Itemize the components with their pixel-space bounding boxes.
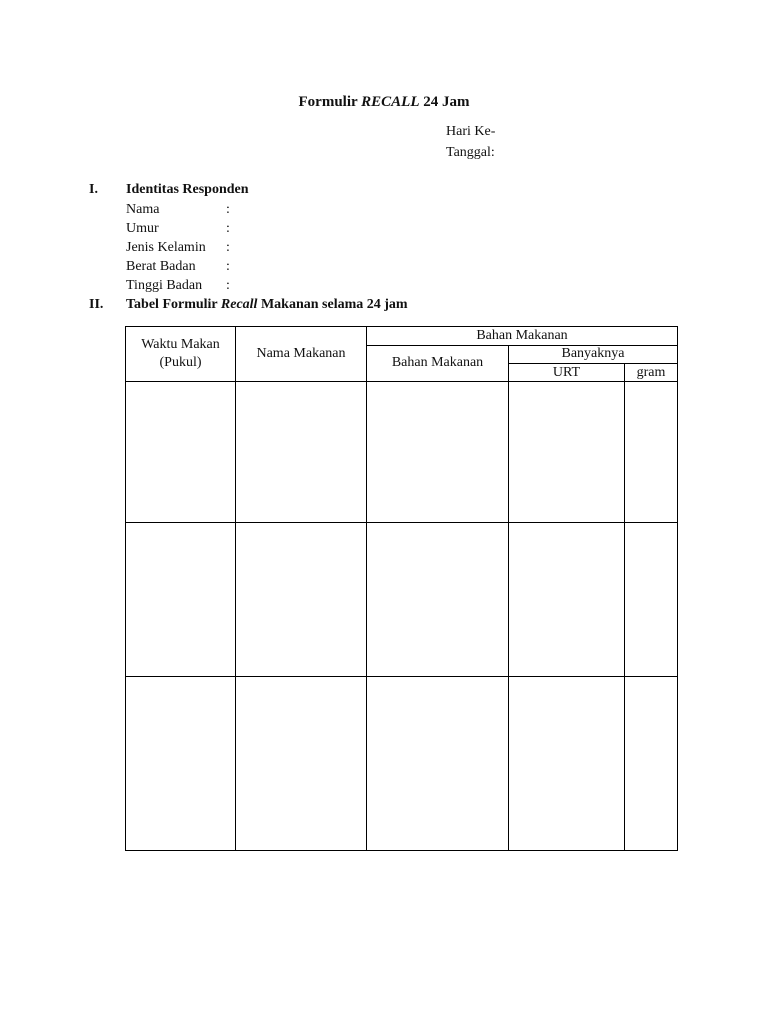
date-row <box>446 145 495 161</box>
field-label-umur: Umur <box>126 221 159 236</box>
field-colon-berat-badan: : <box>226 259 230 274</box>
field-label-nama: Nama <box>126 202 160 217</box>
page-title <box>0 94 768 111</box>
section-2-title-suffix: Makanan selama 24 jam <box>257 297 408 312</box>
table-row[interactable] <box>126 382 677 522</box>
header-time <box>126 336 235 372</box>
section-1-title: Identitas Responden <box>126 182 249 197</box>
header-amount-group: Banyaknya <box>561 346 625 361</box>
field-colon-umur: : <box>226 221 230 236</box>
field-label-berat-badan: Berat Badan <box>126 259 196 274</box>
section-2-title <box>126 297 408 313</box>
header-time-line-2: (Pukul) <box>159 355 202 370</box>
section-2-number: II. <box>89 297 104 312</box>
date-label: Tanggal <box>446 145 491 160</box>
section-2-title-italic: Recall <box>220 297 258 312</box>
title-suffix: 24 Jam <box>419 94 470 110</box>
table-border-right <box>677 326 678 851</box>
table-row[interactable] <box>126 677 677 850</box>
field-label-tinggi-badan: Tinggi Badan <box>126 278 203 293</box>
title-prefix: Formulir <box>298 94 362 110</box>
table-border-bottom <box>125 850 678 851</box>
header-ingredients-group: Bahan Makanan <box>476 328 568 343</box>
title-italic: RECALL <box>361 94 420 110</box>
field-colon-nama: : <box>226 202 230 217</box>
header-time-line-1: Waktu Makan <box>141 337 220 352</box>
field-colon-tinggi-badan: : <box>226 278 230 293</box>
section-1-number: I. <box>89 182 98 197</box>
date-colon: : <box>490 145 495 160</box>
day-label: Hari Ke- <box>446 124 496 139</box>
field-label-jenis-kelamin: Jenis Kelamin <box>126 240 206 255</box>
header-gram: gram <box>636 365 666 380</box>
header-food-name: Nama Makanan <box>256 346 346 361</box>
header-ingredient: Bahan Makanan <box>391 355 484 370</box>
section-2-title-prefix: Tabel Formulir <box>126 297 221 312</box>
field-colon-jenis-kelamin: : <box>226 240 230 255</box>
table-row[interactable] <box>126 523 677 676</box>
header-urt: URT <box>552 365 581 380</box>
